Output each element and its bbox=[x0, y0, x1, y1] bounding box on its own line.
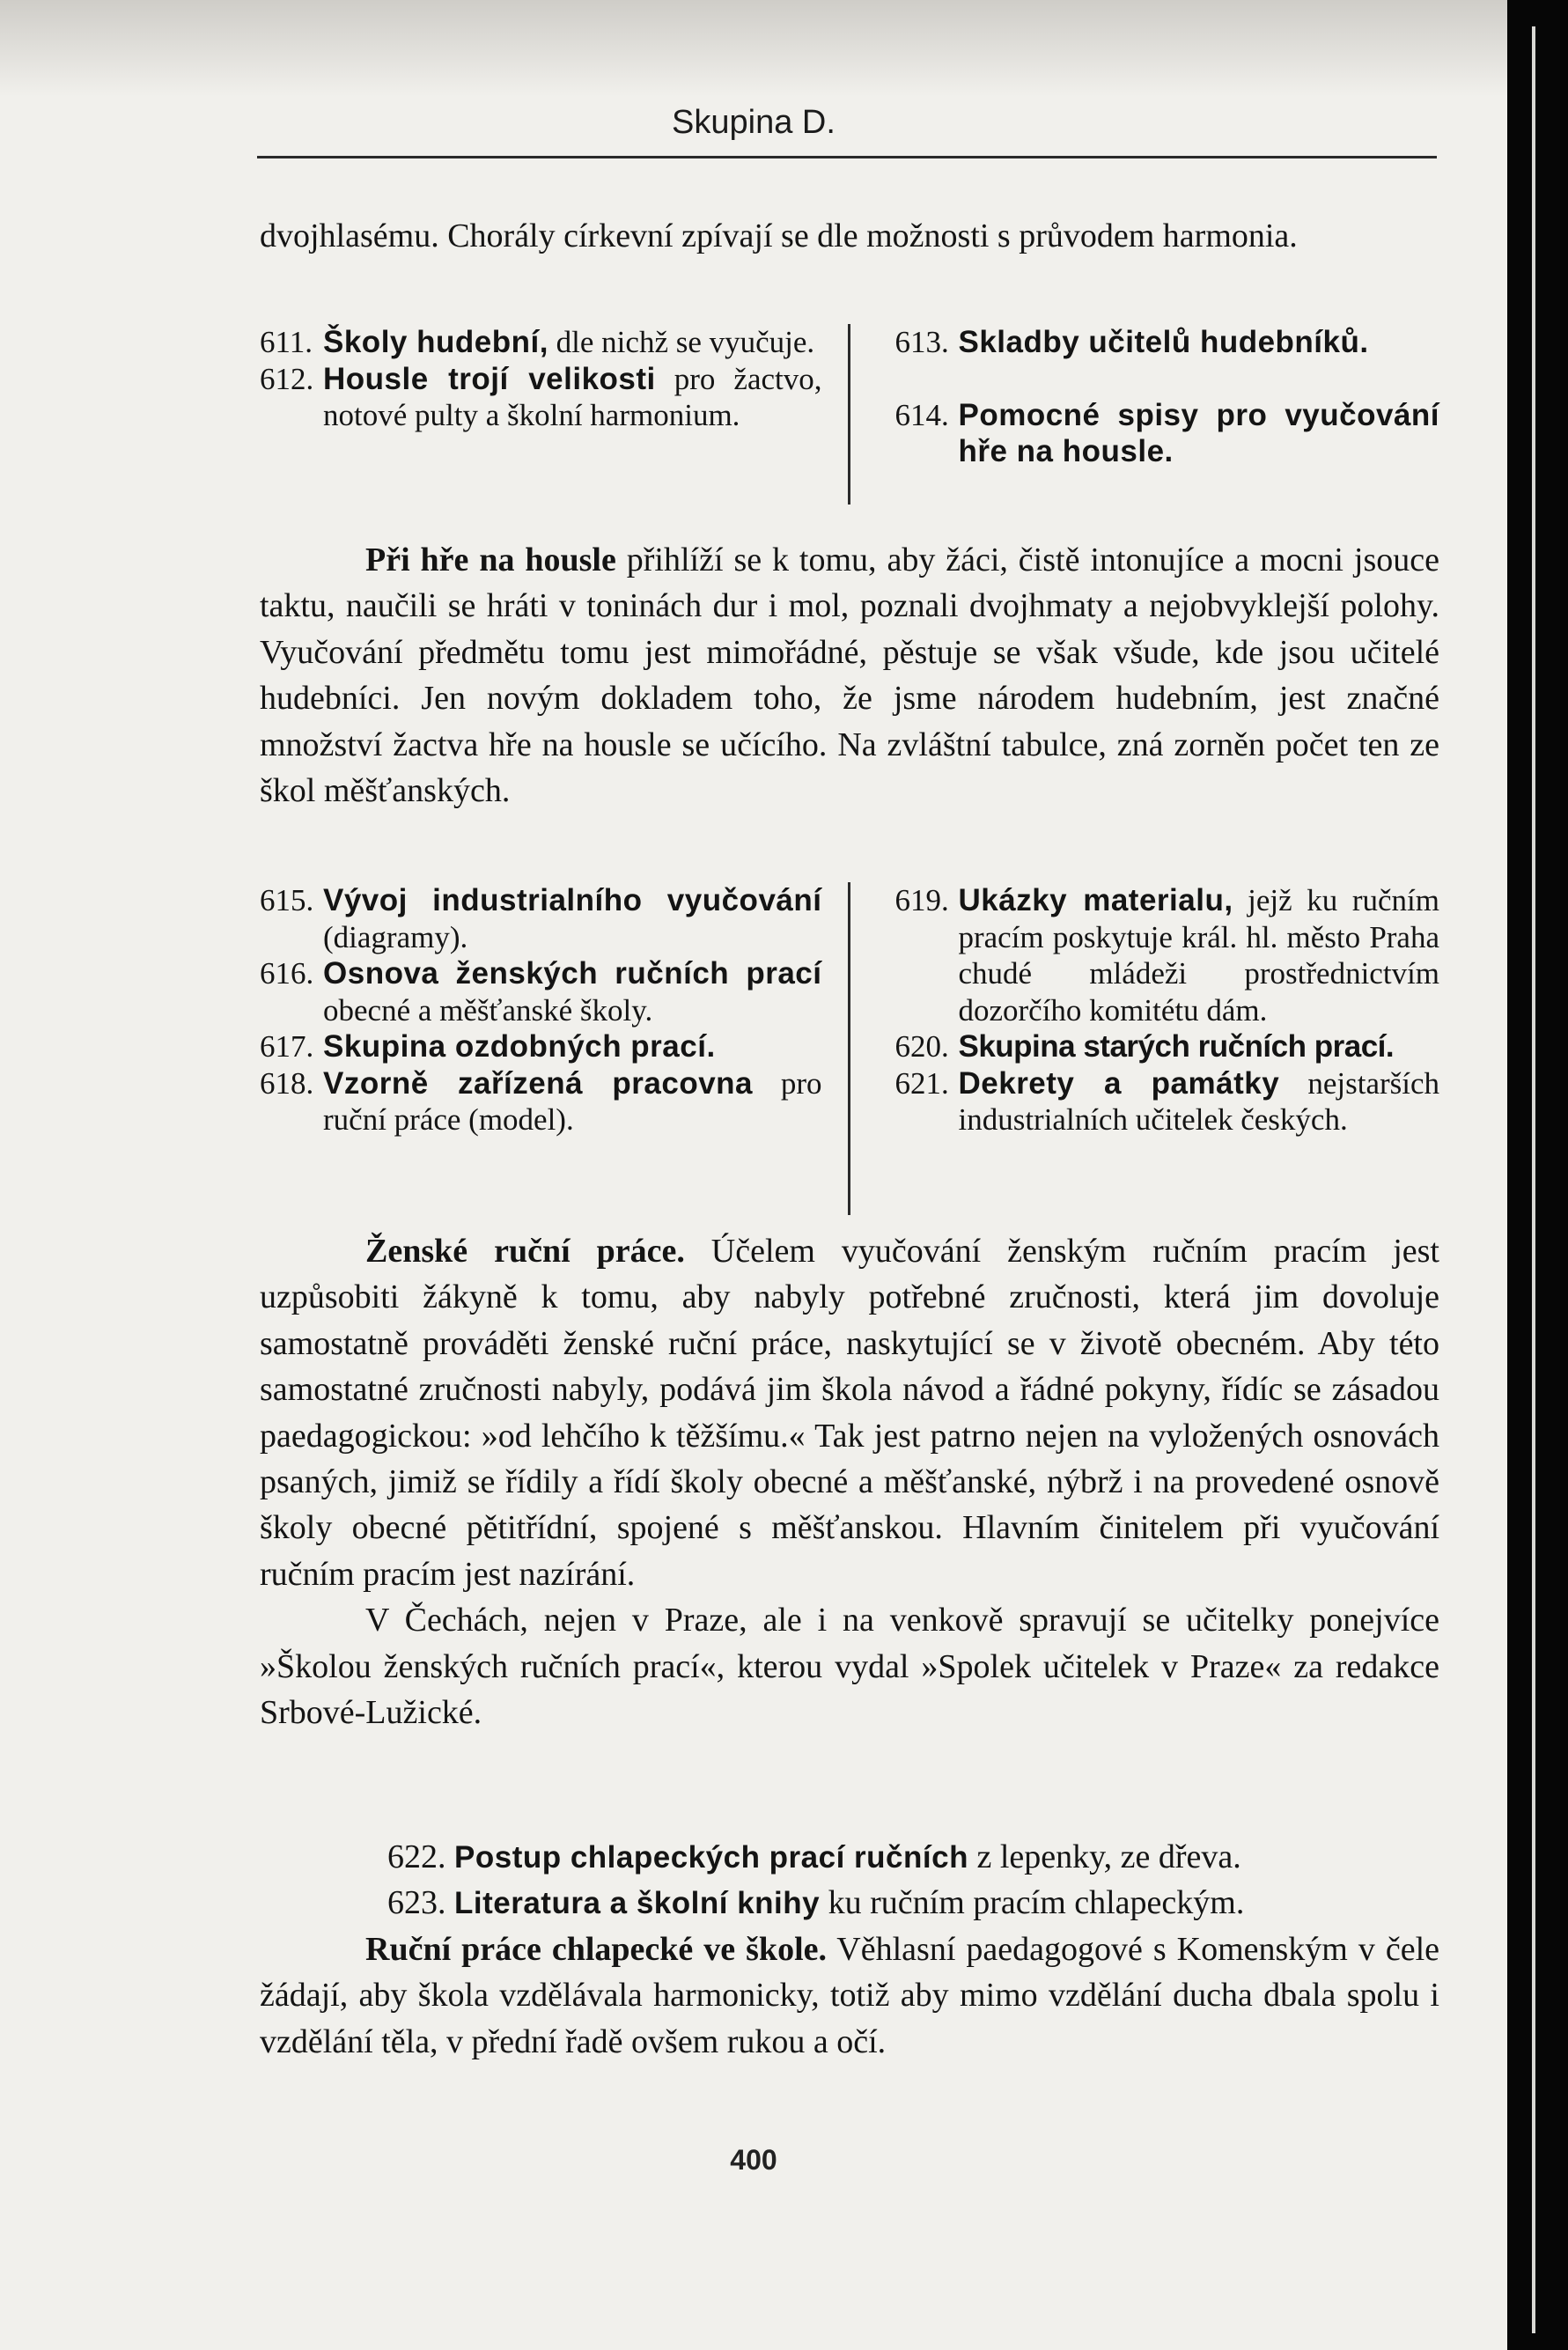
exhibit-number: 612. bbox=[260, 361, 314, 396]
exhibit-item bbox=[260, 882, 821, 955]
exhibit-title: Školy hudební, bbox=[323, 325, 548, 359]
next-page-edge bbox=[1532, 26, 1535, 2333]
exhibit-column-left bbox=[260, 882, 848, 1215]
exhibit-title: Osnova ženských ručních prací bbox=[323, 956, 822, 991]
exhibit-number: 622. bbox=[387, 1838, 446, 1875]
exhibit-title: Skupina starých ručních prací. bbox=[958, 1029, 1395, 1064]
exhibit-column-right bbox=[850, 882, 1439, 1215]
bohemia-paragraph: V Čechách, nejen v Praze, ale i na venkově spravují se učitelky ponejvíce »Školou ženských ručních prací«, kterou vydal »Spolek učitelek v Praze« za redakce Srbové-Lužické. bbox=[260, 1602, 1439, 1732]
exhibit-column-right bbox=[850, 324, 1439, 505]
exhibit-item bbox=[260, 361, 821, 434]
exhibit-title: Literatura a školní knihy bbox=[454, 1886, 821, 1920]
exhibit-number: 611. bbox=[260, 325, 313, 359]
exhibit-desc: (diagramy). bbox=[323, 919, 468, 954]
exhibit-number: 619. bbox=[894, 883, 949, 917]
exhibit-desc: z lepenky, ze dřeva. bbox=[968, 1838, 1241, 1875]
exhibit-column-left bbox=[260, 324, 848, 505]
exhibit-title: Housle trojí velikosti bbox=[323, 361, 656, 396]
exhibit-item bbox=[260, 955, 821, 1028]
violin-paragraph bbox=[260, 537, 1439, 814]
exhibit-title: Postup chlapeckých prací ručních bbox=[454, 1840, 968, 1875]
exhibit-list-a bbox=[260, 324, 1439, 505]
exhibit-desc: dle nichž se vyučuje. bbox=[548, 325, 815, 359]
exhibit-title: Skladby učitelů hudebníků. bbox=[958, 325, 1369, 359]
exhibit-desc: jejž ku ručním pracím poskytuje král. hl. město Praha chudé mládeži prostřednictvím dozorčího komitétu dám. bbox=[958, 883, 1440, 1028]
exhibit-number: 615. bbox=[260, 883, 314, 917]
exhibit-number: 623. bbox=[387, 1884, 446, 1921]
exhibit-item bbox=[894, 1065, 1439, 1138]
running-header: Skupina D. bbox=[672, 104, 836, 141]
exhibit-number: 616. bbox=[260, 956, 314, 991]
exhibit-title: Pomocné spisy pro vyučování hře na housle. bbox=[958, 397, 1440, 468]
page-number: 400 bbox=[730, 2144, 777, 2176]
paragraph-lead: Ruční práce chlapecké ve škole. bbox=[365, 1931, 827, 1968]
paragraph-text: Účelem vyučování ženským ručním pracím jest uzpůsobiti žákyně k tomu, aby nabyly potřebné zručnosti, která jim dovoluje samostatně prováděti ženské ruční práce, naskytující se v životě obecném. Aby této samostatné zručnosti nabyly, podává jim škola návod a řádné pokyny, řídíc se zásadou paedagogickou: »od lehčího k těžšímu.« Tak jest patrno nejen na vyložených osnovách psaných, jimiž se řídily a řídí školy obecné a měšťanské, nýbrž i na provedené osnově školy obecné pětitřídní, spojené s měšťanskou. Hlavním činitelem při vyučování ručním pracím jest nazírání. bbox=[260, 1233, 1439, 1593]
exhibit-number: 621. bbox=[894, 1065, 949, 1101]
exhibit-number: 613. bbox=[894, 325, 949, 359]
exhibit-title: Vývoj industrialního vyučování bbox=[323, 883, 822, 917]
header-rule bbox=[257, 156, 1437, 158]
exhibit-title: Vzorně zařízená pracovna bbox=[323, 1065, 754, 1101]
exhibit-item bbox=[894, 324, 1439, 361]
exhibit-desc: pro ruční práce (model). bbox=[323, 1065, 822, 1137]
intro-text: dvojhlasému. Chorály církevní zpívají se dle možnosti s průvodem harmonia. bbox=[260, 217, 1298, 254]
exhibit-number: 614. bbox=[894, 397, 949, 432]
intro-paragraph bbox=[260, 213, 1439, 259]
boys-work-paragraph bbox=[260, 1926, 1439, 2065]
womens-work-section bbox=[260, 1228, 1439, 1735]
exhibit-desc: nejstarších industrialních učitelek českých. bbox=[958, 1065, 1440, 1137]
exhibit-item bbox=[260, 1065, 821, 1138]
exhibit-title: Skupina ozdobných prací. bbox=[323, 1029, 716, 1064]
exhibit-desc: pro žactvo, notové pulty a školní harmonium. bbox=[323, 361, 822, 432]
exhibit-list-b bbox=[260, 882, 1439, 1215]
paragraph-text: přihlíží se k tomu, aby žáci, čistě intonujíce a mocni jsouce taktu, naučili se hráti v toninách dur i mol, poznali dvojhmaty a nejobvyklejší polohy. Vyučování předmětu tomu jest mimořádné, pěstuje se však všude, kde jsou učitelé hudebníci. Jen novým dokladem toho, že jsme národem hudebním, jest značné množství žactva hře na housle se učícího. Na zvláštní tabulce, zná zorněn počet ten ze škol měšťanských. bbox=[260, 541, 1439, 810]
page-edge bbox=[1507, 0, 1568, 2350]
exhibit-number: 618. bbox=[260, 1065, 314, 1101]
exhibit-item bbox=[894, 1028, 1439, 1065]
exhibit-item bbox=[894, 397, 1439, 470]
exhibit-number: 620. bbox=[894, 1029, 949, 1064]
exhibit-item bbox=[260, 1028, 821, 1065]
exhibit-item bbox=[894, 882, 1439, 1028]
exhibit-number: 617. bbox=[260, 1029, 314, 1064]
exhibit-title: Dekrety a památky bbox=[958, 1065, 1280, 1101]
exhibit-item bbox=[387, 1880, 1439, 1926]
exhibit-item bbox=[387, 1834, 1439, 1881]
paragraph-text: Věhlasní paedagogové s Komenským v čele žádají, aby škola vzdělávala harmonicky, totiž aby mimo vzdělání ducha dbala spolu i vzdělání těla, v přední řadě ovšem rukou a očí. bbox=[260, 1931, 1439, 2060]
exhibit-item bbox=[260, 324, 821, 361]
exhibit-title: Ukázky materialu, bbox=[958, 883, 1233, 917]
paragraph-lead: Ženské ruční práce. bbox=[365, 1233, 685, 1270]
exhibit-desc: obecné a měšťanské školy. bbox=[323, 992, 653, 1028]
paragraph-lead: Při hře na housle bbox=[365, 541, 616, 578]
exhibit-desc: ku ručním pracím chlapeckým. bbox=[820, 1884, 1245, 1921]
